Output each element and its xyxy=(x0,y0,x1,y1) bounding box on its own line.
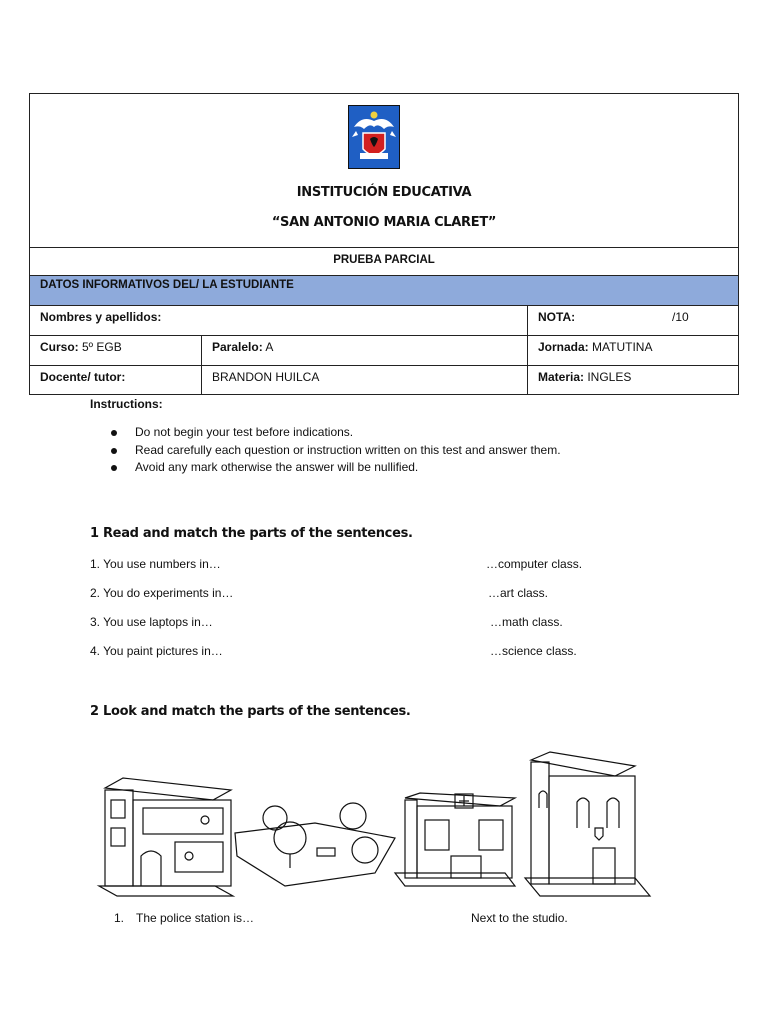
header-table xyxy=(29,93,739,395)
teacher-label-cell xyxy=(30,366,201,395)
section2-title: 2 Look and match the parts of the sentences. xyxy=(90,704,411,719)
section2-item xyxy=(114,911,254,925)
teacher-name-cell xyxy=(201,366,527,395)
sentence-end: …science class. xyxy=(490,644,577,658)
shift-value: MATUTINA xyxy=(588,340,653,354)
test-type-row xyxy=(30,247,738,276)
sentence-start: 1. You use numbers in… xyxy=(90,557,221,571)
section-value: A xyxy=(262,340,274,354)
sentence-start: 2. You do experiments in… xyxy=(90,586,234,600)
header-title-block xyxy=(30,94,738,248)
name-label: Nombres y apellidos: xyxy=(40,310,162,324)
bullet-icon xyxy=(111,430,117,436)
student-info-band xyxy=(30,276,738,306)
town-buildings-illustration xyxy=(95,738,665,908)
item-number: 1. xyxy=(114,911,125,925)
student-info-title: DATOS INFORMATIVOS DEL/ LA ESTUDIANTE xyxy=(40,279,294,291)
instructions-list xyxy=(135,424,561,477)
subject-label: Materia: xyxy=(538,370,585,384)
section-label: Paralelo: xyxy=(212,340,263,354)
instruction-item: Do not begin your test before indications. xyxy=(135,424,561,442)
course-cell xyxy=(30,336,201,365)
instruction-item: Avoid any mark otherwise the answer will be nullified. xyxy=(135,459,561,477)
grade-cell[interactable] xyxy=(527,306,740,335)
school-crest-logo xyxy=(348,105,400,169)
shift-cell xyxy=(527,336,740,365)
sentence-end: …computer class. xyxy=(486,557,583,571)
sentence-start: 4. You paint pictures in… xyxy=(90,644,223,658)
course-row xyxy=(30,336,738,366)
police-station-drawing xyxy=(525,752,650,896)
sentence-end: …math class. xyxy=(490,615,563,629)
section-cell xyxy=(201,336,527,365)
name-cell[interactable] xyxy=(30,306,527,335)
subject-value: INGLES xyxy=(584,370,632,384)
shift-label: Jornada: xyxy=(538,340,589,354)
instructions-title: Instructions: xyxy=(90,397,163,411)
house-building-drawing xyxy=(99,778,233,896)
bullet-icon xyxy=(111,465,117,471)
teacher-row xyxy=(30,366,738,395)
institution-type: INSTITUCIÓN EDUCATIVA xyxy=(296,185,472,200)
hospital-building-drawing xyxy=(395,793,515,886)
subject-cell xyxy=(527,366,740,395)
bullet-icon xyxy=(111,448,117,454)
item-sentence-start: The police station is… xyxy=(136,911,255,925)
institution-name: “SAN ANTONIO MARIA CLARET” xyxy=(271,215,497,230)
park-drawing xyxy=(235,803,395,886)
grade-label: NOTA: xyxy=(538,310,576,324)
sentence-start: 3. You use laptops in… xyxy=(90,615,213,629)
sentence-end: …art class. xyxy=(488,586,549,600)
teacher-label: Docente/ tutor: xyxy=(40,370,126,384)
teacher-name: BRANDON HUILCA xyxy=(212,370,320,384)
item-sentence-end: Next to the studio. xyxy=(471,911,568,925)
course-label: Curso: xyxy=(40,340,79,354)
section1-title: 1 Read and match the parts of the sentences. xyxy=(90,526,413,541)
course-value: 5º EGB xyxy=(78,340,122,354)
name-row xyxy=(30,306,738,336)
test-type: PRUEBA PARCIAL xyxy=(333,254,435,266)
instruction-item: Read carefully each question or instruction written on this test and answer them. xyxy=(135,442,561,460)
grade-scale: /10 xyxy=(672,310,689,324)
